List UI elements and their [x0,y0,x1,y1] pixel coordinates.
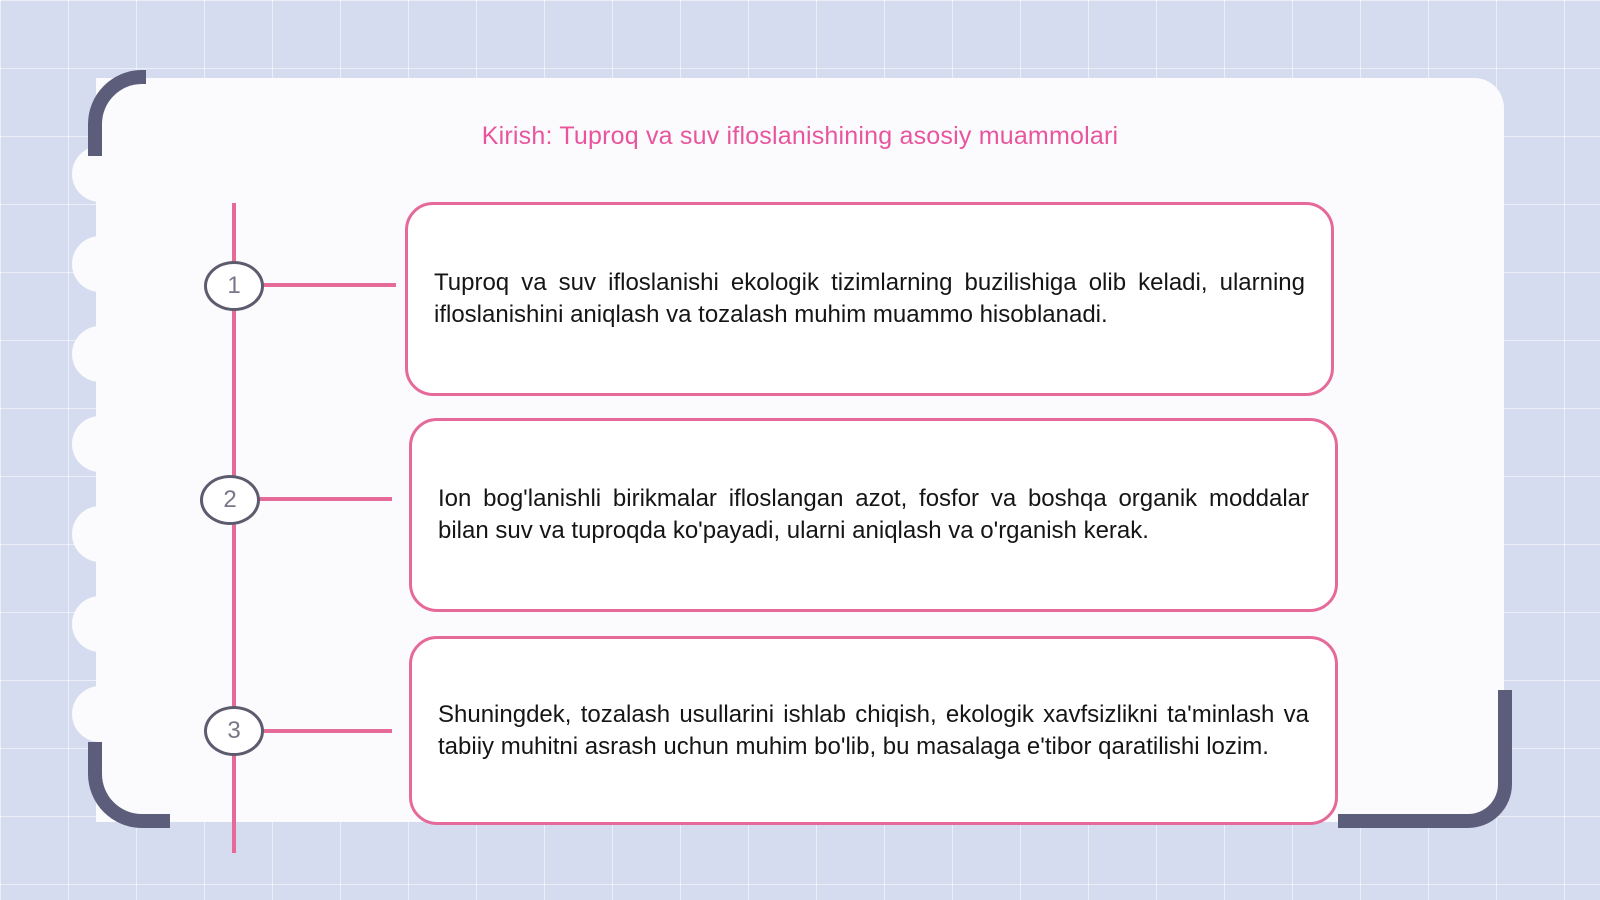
info-card-text: Ion bog'lanishli birikmalar ifloslangan azot, fosfor va boshqa organik moddalar bilan suv va tuproqda ko'payadi, ularni aniqlash va o'rganish kerak. [438,485,1309,544]
step-number-3: 3 [204,706,264,756]
slide-title: Kirish: Tuproq va suv ifloslanishining asosiy muammolari [481,122,1119,150]
paper-scallop [72,326,128,382]
paper-scallop [72,686,128,742]
info-card-text: Tuproq va suv ifloslanishi ekologik tizimlarning buzilishiga olib keladi, ularning ifloslanishini aniqlash va tozalash muhim muammo hisoblanadi. [434,269,1305,328]
info-card-text: Shuningdek, tozalash usullarini ishlab chiqish, ekologik xavfsizlikni ta'minlash va tabiiy muhitni asrash uchun muhim bo'lib, bu masalaga e'tibor qaratilishi lozim. [438,700,1309,760]
step-number-1: 1 [204,261,264,311]
timeline-connector-3 [262,729,392,733]
timeline-connector-1 [262,283,396,287]
step-number-2: 2 [200,475,260,525]
info-card-3 [409,636,1338,825]
paper-scallop [72,236,128,292]
paper-scallop [72,506,128,562]
paper-scallop [72,596,128,652]
info-card-2 [409,418,1338,612]
paper-scallop [72,416,128,472]
info-card-1 [405,202,1334,396]
frame-corner-bottom-right [1338,690,1512,828]
timeline-connector-2 [258,497,392,501]
